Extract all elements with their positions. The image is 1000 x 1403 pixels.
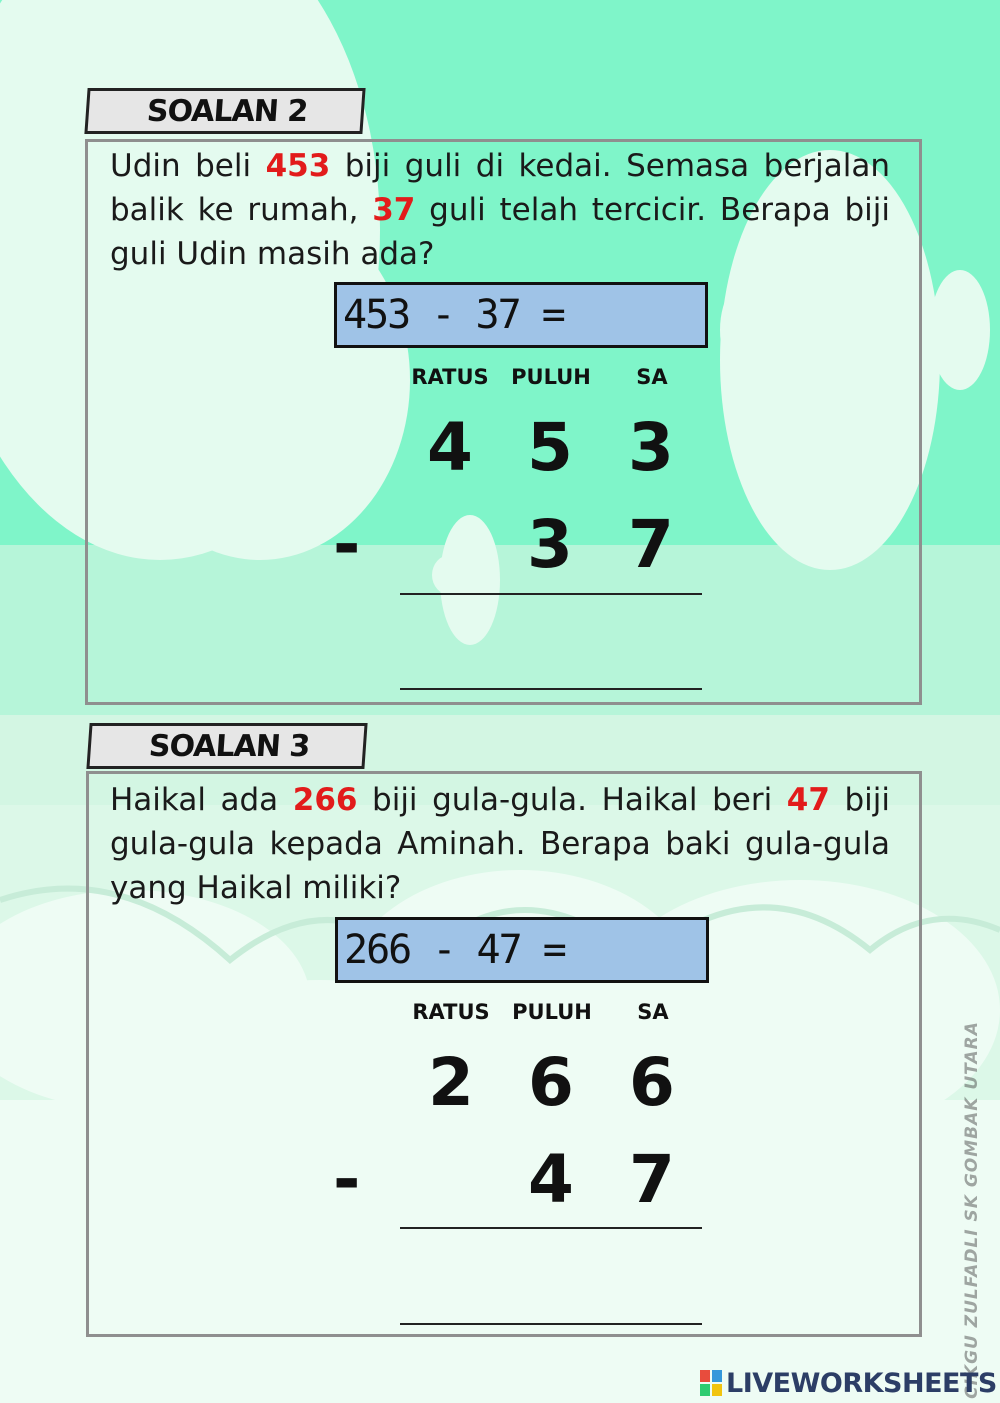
header-sa: SA [637,1000,669,1024]
bottom-digit-sa: 7 [628,506,674,583]
sum-line [400,1227,702,1229]
question-text [110,778,890,910]
header-puluh: PULUH [512,1000,592,1024]
brand-name: LIVEWORKSHEETS [726,1367,997,1399]
top-digit-ratus: 4 [427,409,473,486]
equation-box: 453 - 37 = [334,282,708,348]
question-text-segment: biji guli di kedai. Semasa berjalan balik ke rumah, [110,148,891,228]
highlighted-number: 266 [292,782,358,818]
header-ratus: RATUS [411,365,489,389]
sum-line [400,593,702,595]
watermark-text: CIKGU ZULFADLI SK GOMBAK UTARA [962,1021,983,1399]
header-puluh: PULUH [511,365,591,389]
author-watermark [952,1020,992,1400]
highlighted-number: 37 [372,192,416,228]
header-sa: SA [636,365,668,389]
answer-line[interactable] [400,1323,702,1325]
question-text-segment: biji gula-gula. Haikal beri [357,782,787,818]
liveworksheets-brand[interactable] [700,1366,997,1400]
highlighted-number: 453 [265,148,331,184]
minus-operator: - [333,1141,361,1218]
top-digit-puluh: 5 [527,409,573,486]
bottom-digit-puluh: 3 [527,506,573,583]
question-tag: SOALAN 2 [84,88,365,134]
header-ratus: RATUS [412,1000,490,1024]
bottom-digit-puluh: 4 [528,1141,574,1218]
question-text [110,144,890,276]
question-text-segment: Udin beli [110,148,266,184]
question-text-segment: biji gula-gula kepada Aminah. Berapa baki gula-gula yang Haikal miliki? [110,782,890,906]
highlighted-number: 47 [786,782,830,818]
top-digit-ratus: 2 [428,1044,474,1121]
question-text-segment: Haikal ada [110,782,293,818]
minus-operator: - [333,506,361,583]
top-digit-puluh: 6 [528,1044,574,1121]
top-digit-sa: 3 [628,409,674,486]
liveworksheets-logo-icon [700,1370,722,1396]
bottom-digit-sa: 7 [629,1141,675,1218]
equation-box: 266 - 47 = [335,917,709,983]
question-tag: SOALAN 3 [86,723,367,769]
answer-line[interactable] [400,688,702,690]
question-text-segment: guli telah tercicir. Berapa biji guli Udin masih ada? [110,192,890,272]
top-digit-sa: 6 [629,1044,675,1121]
